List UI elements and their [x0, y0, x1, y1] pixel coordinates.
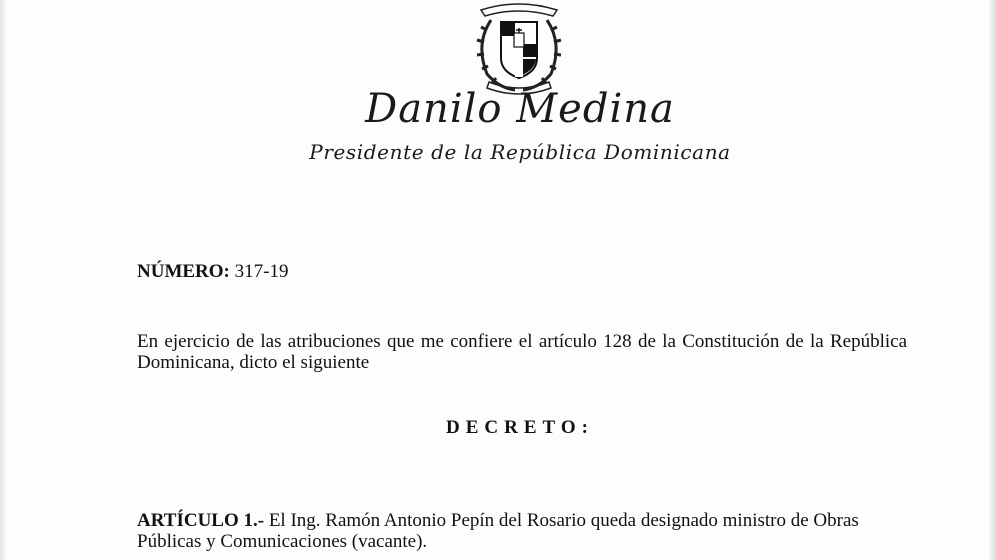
page-left-edge: [0, 0, 7, 560]
article-1-label: ARTÍCULO 1.-: [137, 510, 265, 531]
article-1-text: El Ing. Ramón Antonio Pepín del Rosario queda designado ministro de Obras Públicas y Comunicaciones (vacante).: [137, 510, 859, 552]
signature-name: Danilo Medina: [365, 86, 675, 132]
decree-intro-paragraph: En ejercicio de las atribuciones que me confiere el artículo 128 de la Constitución de la República Dominicana, dicto el siguiente: [137, 331, 907, 373]
decree-heading: DECRETO:: [446, 417, 594, 438]
coat-of-arms-seal: [469, 0, 569, 96]
page-right-edge: [988, 0, 996, 560]
decree-number-value: 317-19: [234, 261, 289, 282]
decree-number: [137, 261, 288, 283]
decree-number-label: NÚMERO:: [137, 261, 230, 282]
signature-title: Presidente de la República Dominicana: [309, 140, 731, 164]
article-1-paragraph: [137, 510, 907, 552]
